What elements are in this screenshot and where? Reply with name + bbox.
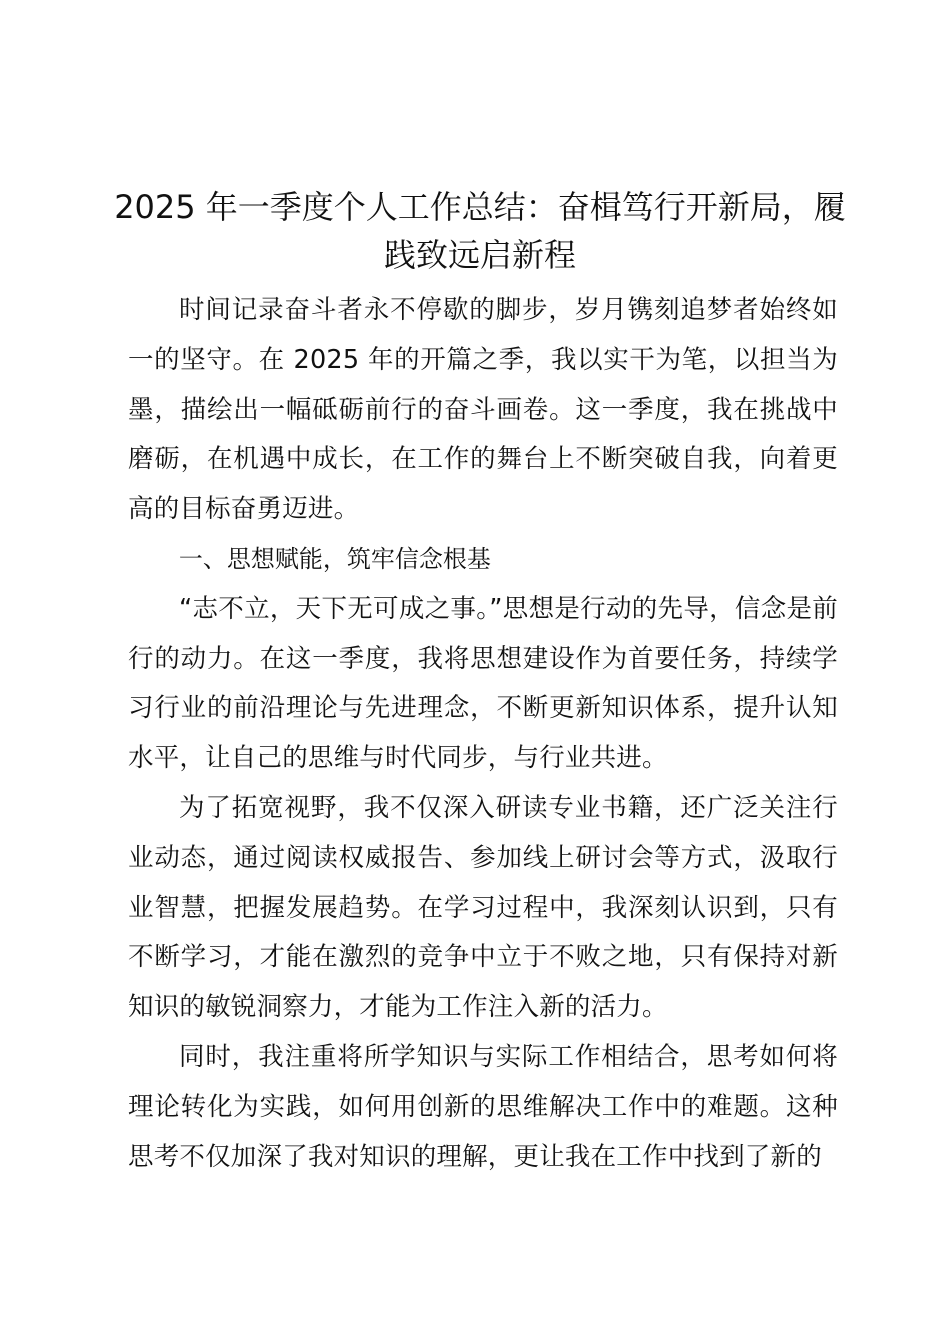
body-paragraph-3: 同时，我注重将所学知识与实际工作相结合，思考如何将理论转化为实践，如何用创新的思维解决工作中的难题。这种思考不仅加深了我对知识的理解，更让我在工作中找到了新的: [128, 1041, 838, 1172]
body-paragraph-1: “志不立，天下无可成之事。”思想是行动的先导，信念是前行的动力。在这一季度，我将思想建设作为首要任务，持续学习行业的前沿理论与先进理念，不断更新知识体系，提升认知水平，让自己的思维与时代同步，与行业共进。: [128, 593, 838, 774]
document-title: 2025 年一季度个人工作总结：奋楫笃行开新局，履践致远启新程: [114, 188, 846, 274]
document-body: [128, 286, 838, 1182]
intro-paragraph: 时间记录奋斗者永不停歇的脚步，岁月镌刻追梦者始终如一的坚守。在 2025 年的开篇之季，我以实干为笔，以担当为墨，描绘出一幅砥砺前行的奋斗画卷。这一季度，我在挑战中磨砺，在机遇中成长，在工作的舞台上不断突破自我，向着更高的目标奋勇迈进。: [128, 295, 838, 525]
section-heading-1: 一、思想赋能，筑牢信念根基: [178, 544, 491, 573]
body-paragraph-2: 为了拓宽视野，我不仅深入研读专业书籍，还广泛关注行业动态，通过阅读权威报告、参加线上研讨会等方式，汲取行业智慧，把握发展趋势。在学习过程中，我深刻认识到，只有不断学习，才能在激烈的竞争中立于不败之地，只有保持对新知识的敏锐洞察力，才能为工作注入新的活力。: [128, 792, 838, 1023]
